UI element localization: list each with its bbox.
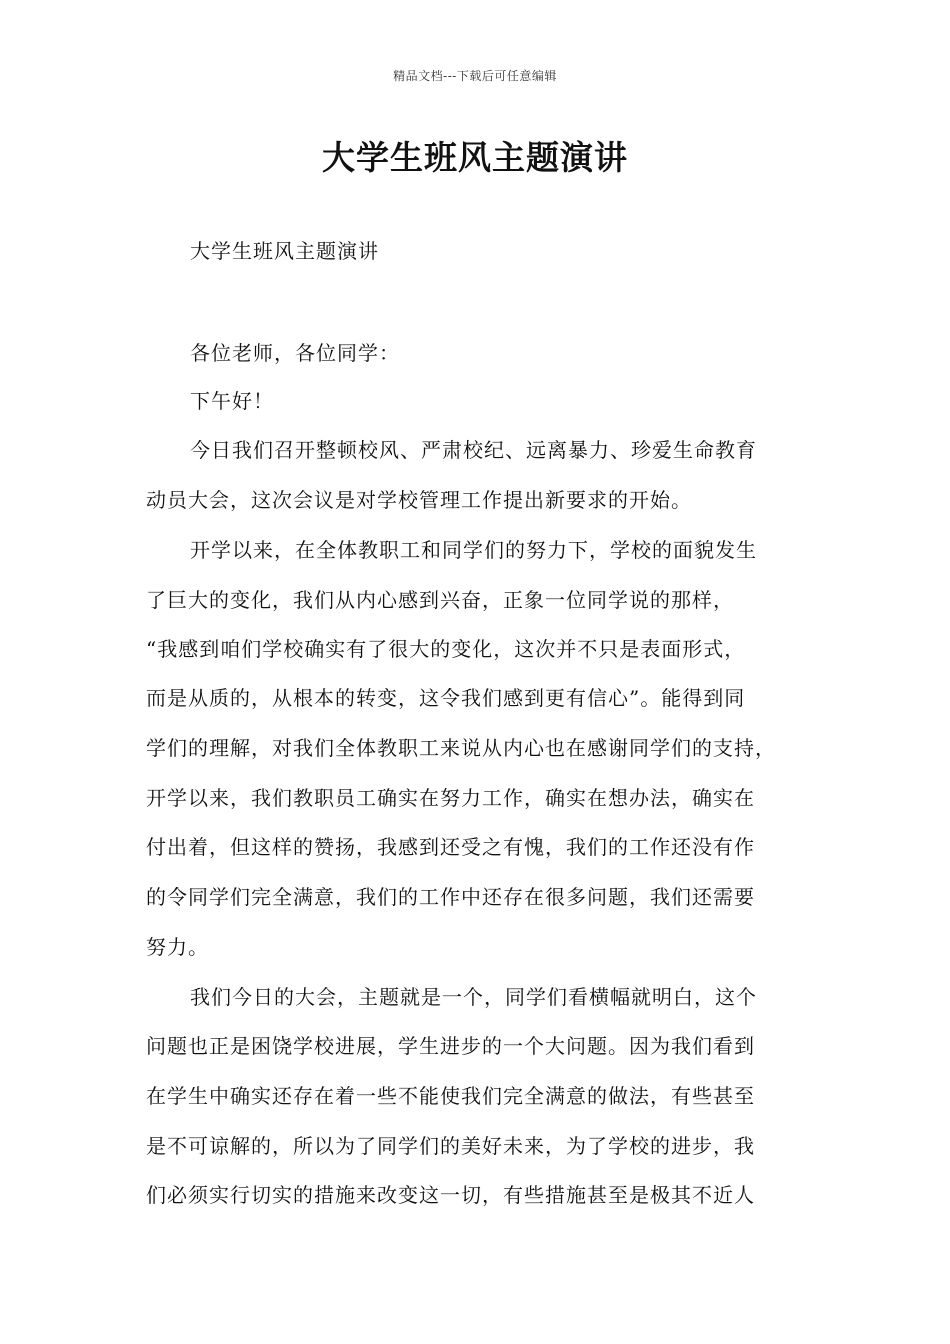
paragraph-line: 我们今日的大会，主题就是一个，同学们看横幅就明白，这个 (190, 985, 757, 1009)
paragraph-line: 了巨大的变化，我们从内心感到兴奋，正象一位同学说的那样， (146, 588, 734, 612)
paragraph-line: “我感到咱们学校确实有了很大的变化，这次并不只是表面形式， (146, 637, 746, 661)
paragraph-line: 开学以来，在全体教职工和同学们的努力下，学校的面貌发生 (190, 538, 757, 562)
paragraph-line: 今日我们召开整顿校风、严肃校纪、远离暴力、珍爱生命教育 (190, 438, 757, 462)
document-title: 大学生班风主题演讲 (322, 138, 628, 177)
paragraph-line: 学们的理解，对我们全体教职工来说从内心也在感谢同学们的支持， (146, 736, 776, 760)
paragraph-line: 动员大会，这次会议是对学校管理工作提出新要求的开始。 (146, 488, 692, 512)
header-note: 精品文档---下载后可任意编辑 (393, 69, 557, 83)
paragraph-line: 而是从质的，从根本的转变，这令我们感到更有信心”。能得到同 (146, 686, 746, 710)
paragraph-line: 的令同学们完全满意，我们的工作中还存在很多问题，我们还需要 (146, 885, 755, 909)
salutation-line: 各位老师，各位同学： (190, 341, 400, 365)
paragraph-line: 努力。 (146, 935, 209, 959)
paragraph-line: 是不可谅解的，所以为了同学们的美好未来，为了学校的进步，我 (146, 1134, 755, 1158)
paragraph-line: 付出着，但这样的赞扬，我感到还受之有愧，我们的工作还没有作 (146, 835, 755, 859)
paragraph-line: 开学以来，我们教职员工确实在努力工作，确实在想办法，确实在 (146, 786, 755, 810)
paragraph-line: 们必须实行切实的措施来改变这一切，有些措施甚至是极其不近人 (146, 1183, 755, 1207)
paragraph-line: 问题也正是困饶学校进展，学生进步的一个大问题。因为我们看到 (146, 1034, 755, 1058)
subtitle-line: 大学生班风主题演讲 (190, 239, 379, 263)
paragraph-line: 在学生中确实还存在着一些不能使我们完全满意的做法，有些甚至 (146, 1084, 755, 1108)
greeting-line: 下午好！ (190, 389, 274, 413)
